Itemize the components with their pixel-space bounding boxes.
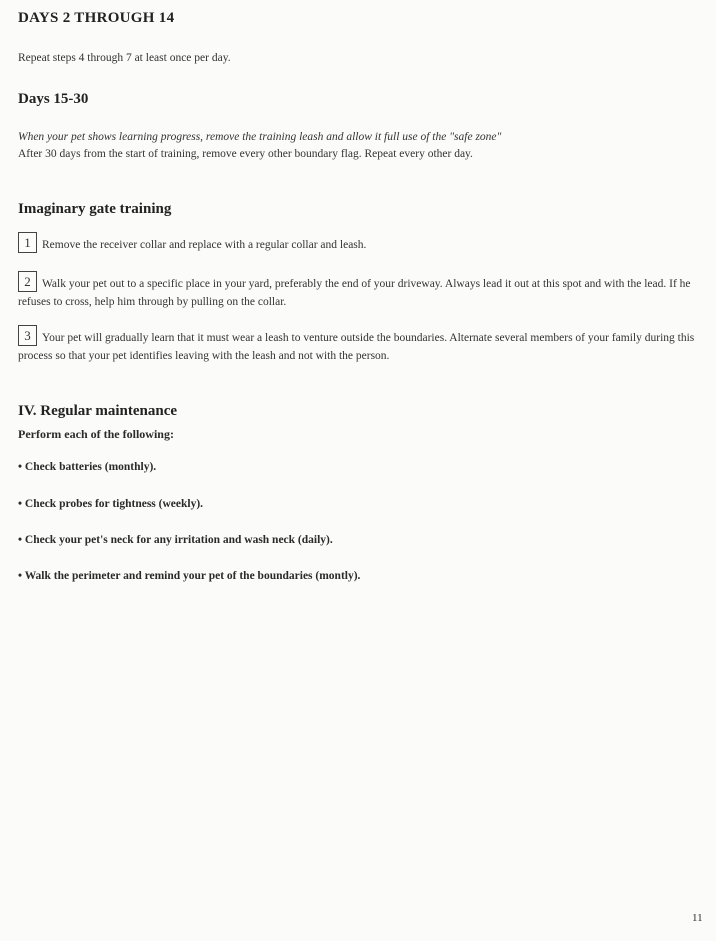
- days-15-30-heading: Days 15-30: [18, 91, 89, 107]
- page-number: 11: [692, 912, 703, 924]
- maintenance-item: • Check batteries (monthly).: [18, 461, 157, 473]
- days-2-14-text: Repeat steps 4 through 7 at least once per day.: [18, 52, 231, 64]
- gate-training-heading: Imaginary gate training: [18, 201, 172, 217]
- maintenance-item: • Check your pet's neck for any irritation and wash neck (daily).: [18, 534, 333, 546]
- step-number-box: 1: [18, 232, 37, 253]
- gate-step-1: [18, 232, 702, 254]
- maintenance-item: • Check probes for tightness (weekly).: [18, 498, 204, 510]
- maintenance-subheading: Perform each of the following:: [18, 427, 174, 441]
- step-text: Your pet will gradually learn that it must wear a leash to venture outside the boundaries. Alternate several members of your family during this process so that your pet identifies leaving with the leash and not with the person.: [18, 332, 695, 362]
- maintenance-item: • Walk the perimeter and remind your pet of the boundaries (montly).: [18, 570, 361, 582]
- gate-step-3: [18, 325, 702, 365]
- days-15-30-text: After 30 days from the start of training, remove every other boundary flag. Repeat every other day.: [18, 148, 473, 160]
- step-number-box: 3: [18, 325, 37, 346]
- step-number-box: 2: [18, 271, 37, 292]
- days-15-30-italic-text: When your pet shows learning progress, remove the training leash and allow it full use of the "safe zone": [18, 131, 502, 143]
- step-text: Walk your pet out to a specific place in your yard, preferably the end of your driveway. Always lead it out at this spot and with the lead. If he refuses to cross, help him through by pulling on the collar.: [18, 278, 691, 308]
- gate-step-2: [18, 271, 702, 311]
- days-2-14-heading: DAYS 2 THROUGH 14: [18, 10, 175, 26]
- maintenance-heading: IV. Regular maintenance: [18, 403, 178, 419]
- step-text: Remove the receiver collar and replace with a regular collar and leash.: [42, 239, 367, 251]
